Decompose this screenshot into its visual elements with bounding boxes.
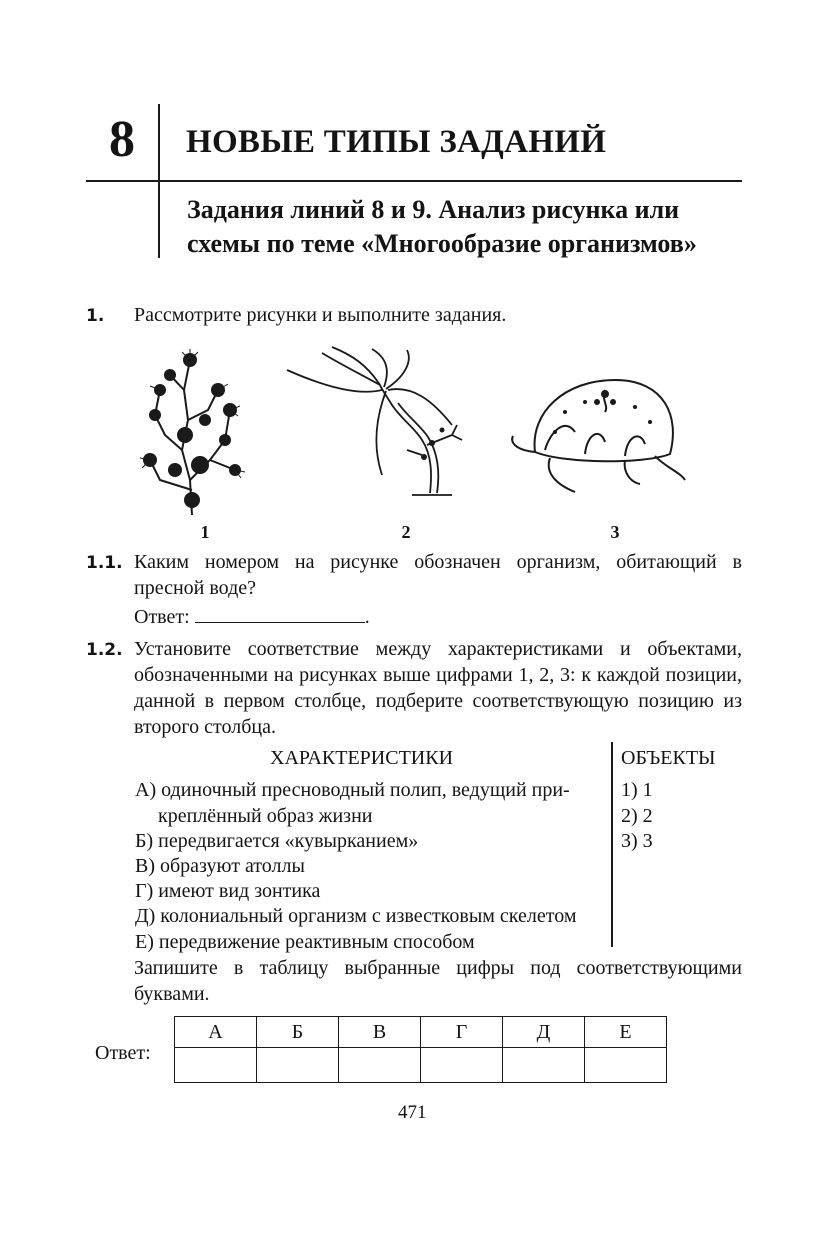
answer-header-b: Б — [257, 1017, 339, 1048]
subtitle-line-2: схемы по теме «Многообразие организмов» — [187, 229, 697, 258]
characteristic-g: Г) имеют вид зонтика — [135, 880, 321, 902]
answer-cell-a[interactable] — [175, 1048, 257, 1083]
coral-colony-icon — [130, 340, 250, 520]
answer-header-a: А — [175, 1017, 257, 1048]
answer-header-g: Г — [421, 1017, 503, 1048]
task-1-1-line-1: Каким номером на рисунке обозначен организм, обитающий в — [134, 551, 742, 573]
characteristic-b: Б) передвигается «кувырканием» — [135, 830, 419, 852]
answer-table-header-row — [175, 1017, 667, 1048]
answer-cell-b[interactable] — [257, 1048, 339, 1083]
answer-cell-g[interactable] — [421, 1048, 503, 1083]
characteristic-a-line-1: А) одиночный пресноводный полип, ведущий при- — [135, 779, 570, 801]
task-1-2-line-4: второго столбца. — [134, 716, 276, 738]
figure-2-label: 2 — [401, 522, 411, 542]
task-1-2-number: 1.2. — [86, 640, 123, 660]
characteristic-a-line-2: креплённый образ жизни — [158, 805, 373, 827]
page-number: 471 — [398, 1102, 427, 1123]
answer-header-v: В — [339, 1017, 421, 1048]
answer-table — [174, 1016, 667, 1083]
task-1-2-line-2: обозначенными на рисунках выше цифрами 1, 2, 3: к каждой позиции, — [134, 664, 742, 686]
figure-1-label: 1 — [200, 522, 210, 542]
task-1-1-answer-end: . — [364, 606, 370, 628]
header-horizontal-rule — [86, 180, 742, 182]
characteristic-v: В) образуют атоллы — [135, 855, 305, 877]
figure-3-label: 3 — [610, 522, 620, 542]
task-1-1-line-2: пресной воде? — [134, 577, 257, 599]
chapter-subtitle — [187, 193, 747, 261]
task-1-1-answer — [134, 604, 370, 630]
task-1-2-line-1: Установите соответствие между характеристиками и объектами, — [134, 638, 742, 660]
answer-header-e: Е — [585, 1017, 667, 1048]
instruction-line-2: буквами. — [134, 983, 210, 1005]
answer-cell-e[interactable] — [585, 1048, 667, 1083]
subtitle-line-1: Задания линий 8 и 9. Анализ рисунка или — [187, 195, 680, 224]
characteristic-e: Е) передвижение реактивным способом — [135, 931, 475, 953]
objects-header: ОБЪЕКТЫ — [621, 747, 716, 769]
instruction-line-1: Запишите в таблицу выбранные цифры под соответствующими — [134, 957, 742, 979]
answer-label: Ответ: — [95, 1042, 151, 1064]
chapter-title: НОВЫЕ ТИПЫ ЗАДАНИЙ — [186, 124, 607, 160]
jellyfish-icon — [505, 372, 690, 502]
task-1-2-line-3: данной в первом столбце, подберите соответствующую позицию из — [134, 690, 742, 712]
task-1-1-answer-blank[interactable] — [195, 604, 365, 623]
answer-cell-v[interactable] — [339, 1048, 421, 1083]
object-3: 3) 3 — [621, 830, 653, 852]
task-1-number: 1. — [86, 306, 105, 326]
task-1-1-number: 1.1. — [86, 553, 123, 573]
answer-cell-d[interactable] — [503, 1048, 585, 1083]
answer-header-d: Д — [503, 1017, 585, 1048]
object-1: 1) 1 — [621, 779, 653, 801]
answer-table-input-row — [175, 1048, 667, 1083]
hydra-polyp-icon — [282, 345, 482, 505]
table-column-divider — [611, 742, 613, 947]
characteristics-header: ХАРАКТЕРИСТИКИ — [270, 747, 454, 769]
task-1-text: Рассмотрите рисунки и выполните задания. — [134, 304, 507, 326]
task-1-1-answer-label: Ответ: — [134, 606, 190, 628]
characteristic-d: Д) колониальный организм с известковым скелетом — [135, 905, 577, 927]
chapter-number: 8 — [109, 111, 135, 168]
object-2: 2) 2 — [621, 805, 653, 827]
